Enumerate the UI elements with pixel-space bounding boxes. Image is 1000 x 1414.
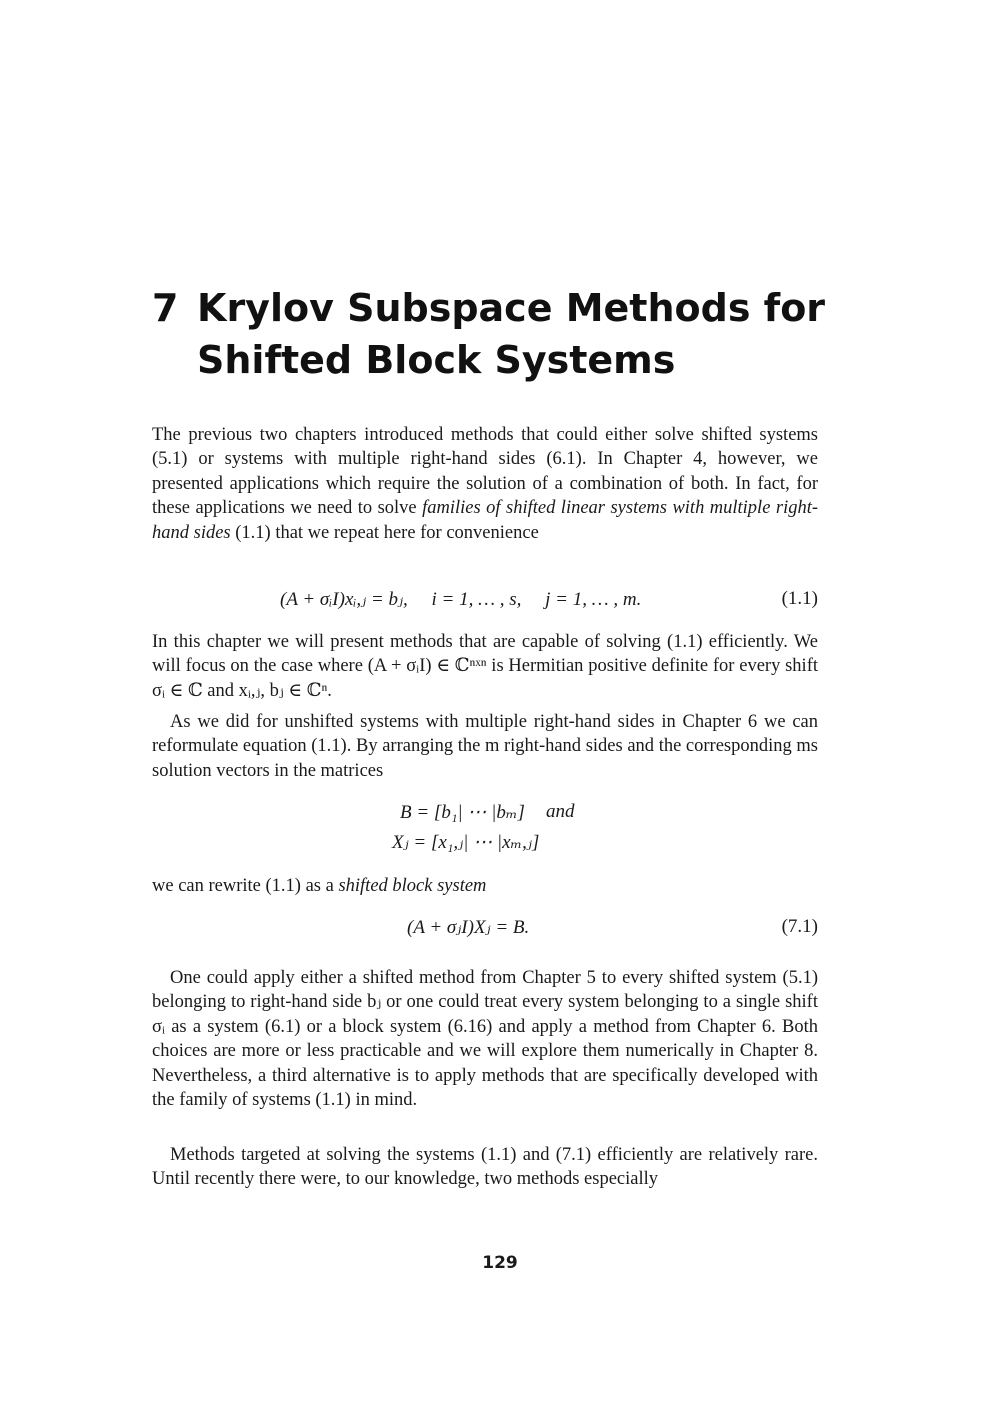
paragraph-methods: Methods targeted at solving the systems (1.1) and (7.1) efficiently are relatively rare. Until recently there were, to our knowledge, two methods especially: [152, 1145, 818, 1190]
equation-matrix-x-body: Xⱼ = [x₁,ⱼ| ⋯ |xₘ,ⱼ]: [392, 832, 540, 853]
paragraph-rewrite: [152, 874, 818, 898]
equation-matrix-b: [152, 801, 818, 829]
paragraph-intro-emphasis: families of shifted linear systems with multiple right-hand sides: [152, 498, 819, 543]
chapter-title-line-2: Shifted Block Systems: [197, 338, 676, 382]
paragraph-intro-text: The previous two chapters introduced methods that could either solve shifted systems (5.1) or systems with multiple right-hand sides (6.1). In Chapter 4, however, we presented applications which require the solution of a combination of both. In fact, for these applications we need to solve: [152, 425, 818, 519]
paragraph-scope: In this chapter we will present methods that are capable of solving (1.1) efficiently. We will focus on the case where (A + σᵢI) ∈ ℂⁿˣⁿ is Hermitian positive definite for every shift σᵢ ∈ ℂ and xᵢ,ⱼ, bⱼ ∈ ℂⁿ.: [152, 632, 818, 701]
equation-1-1-body: (A + σᵢI)xᵢ,ⱼ = bⱼ, i = 1, … , s, j = 1, … , m.: [280, 589, 642, 610]
equation-7-1: [152, 916, 818, 944]
paragraph-intro-text-end: (1.1) that we repeat here for convenience: [235, 522, 539, 543]
chapter-number: 7: [152, 286, 179, 330]
paragraph-rewrite-emphasis: shifted block system: [338, 876, 487, 896]
equation-matrix-x: [152, 831, 818, 859]
paragraph-intro: [152, 423, 818, 545]
chapter-title: [152, 282, 852, 386]
equation-matrix-b-body: B = [b₁| ⋯ |bₘ]: [400, 802, 525, 823]
equation-1-1-label: (1.1): [781, 588, 818, 609]
paragraph-rewrite-text: we can rewrite (1.1) as a: [152, 876, 334, 896]
equation-7-1-body: (A + σⱼI)Xⱼ = B.: [407, 917, 530, 938]
chapter-title-line-1: Krylov Subspace Methods for: [197, 286, 826, 330]
paragraph-reformulate: As we did for unshifted systems with multiple right-hand sides in Chapter 6 we can reformulate equation (1.1). By arranging the m right-hand sides and the corresponding ms solution vectors in the matrices: [152, 712, 818, 781]
equation-matrix-b-and: and: [546, 801, 575, 822]
page-number: 129: [482, 1253, 518, 1273]
equation-1-1: [152, 588, 818, 616]
paragraph-alternatives: One could apply either a shifted method from Chapter 5 to every shifted system (5.1) belonging to right-hand side bⱼ or one could treat every system belonging to a single shift σᵢ as a system (6.1) or a block system (6.16) and apply a method from Chapter 6. Both choices are more or less practicable and we will explore them numerically in Chapter 8. Nevertheless, a third alternative is to apply methods that are specifically developed with the family of systems (1.1) in mind.: [152, 968, 818, 1111]
equation-7-1-label: (7.1): [781, 916, 818, 937]
